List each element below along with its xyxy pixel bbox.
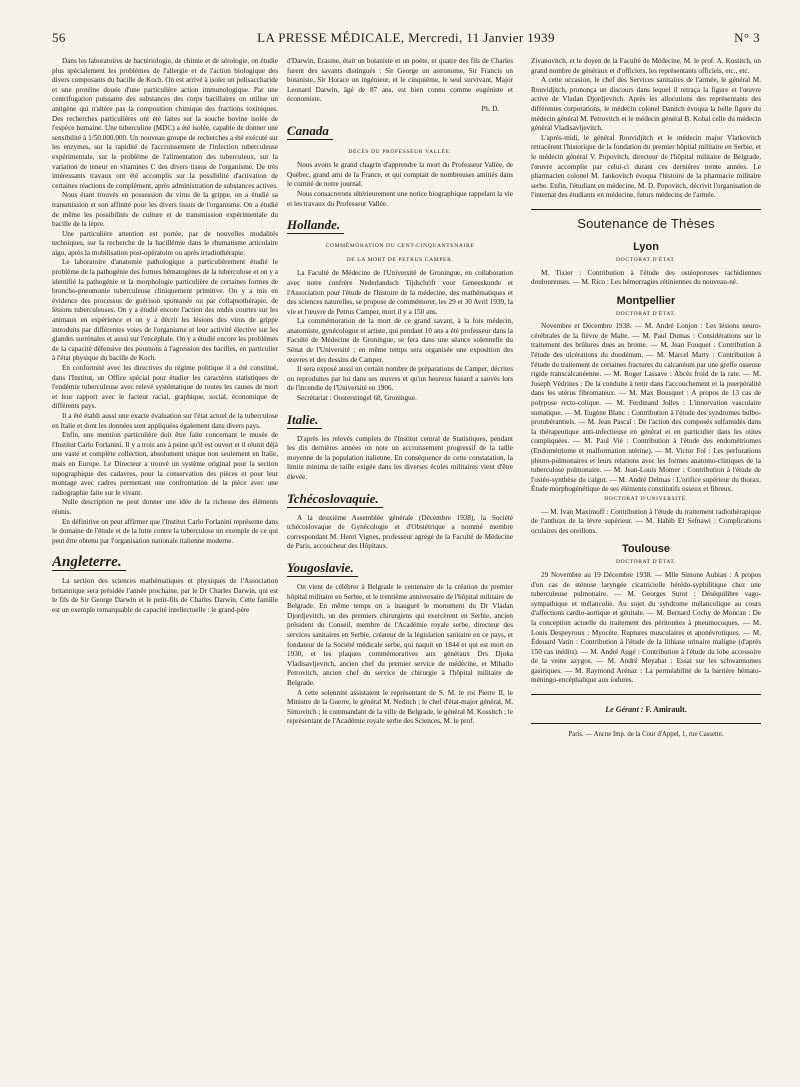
paragraph: M. Tixier : Contribution à l'étude des ostéoporoses rachidiennes douloureuses. — M. Rico : Les hémorragies rétiniennes du nouveau-né. — [531, 268, 761, 287]
city-heading-montpellier: Montpellier — [616, 294, 676, 307]
paragraph: A cette solennité assistaient le représentant de S. M. le roi Pierre II, le Ministre de la Guerre, le général M. Neditch ; le chef d'état-major général, M. Simovitch ; le commandant de la ville de Belgrade, le général M. Kossitch ; le représentant de l'Académie royale serbe des Sciences, M. le prof. — [287, 688, 513, 726]
paragraph: Novembre et Décembre 1938. — M. André Lonjon : Les lésions neuro-cérébrales de la fièvre de Malte. — M. Paul Dumas : Considérations sur le traitement des brûlures dues au brome. — M. Jean Fouquet : Contribution à l'étude des ulcérations du duodénum. — M. Marcel Marty : Contribution à l'étude du traitement de certaines fractures du calcanéum par une greffe osseuse rigide transcalcanéenne. — M. Roger Lassave : Abcès froid de la rate. — M. Joseph Védrines : De la conduite à tenir dans l'accouchement et la puerpéralité dans les utérus fibromateux. — M. Max Bousquet : A propos de 13 cas de polypose recto-colique. — M. Ferdinand Jolles : L'innervation vasculaire somatique. — M. Eugène Blanc : Contribution à l'étude des syndromes bulbo-protubérantiels. — M. Jean Pascal : De l'action des composés sulfamidés dans la thérapeutique anti-infectieuse en général et en particulier dans les otites compliquées. — M. Paul Vié : Contribution à l'étude des endométriomes (Endométriome et malformation utérine). — M. Victor Fol : Les perforations pleuro-pulmonaires et leurs relations avec les formes anatomo-cliniques de la tuberculose pulmonaire. — M. Jean-Louis Momer : Contribution à l'étude de l'ostéo-synthèse du calgut. — M. André Delmas : L'orifice supérieur du thorax. Étude morphogénétique de ses éléments constitutifs osseux et fibreux. — [531, 322, 761, 494]
paragraph: En définitive on peut affirmer que l'Institut Carlo Forlanini représente dans le domaine de l'étude et de la lutte contre la tuberculose un exemple de ce qui peut être obtenu par l'organisation nationale italienne moderne. — [52, 517, 278, 545]
signature: Ph. D. — [481, 104, 499, 113]
paragraph: Nous avons le grand chagrin d'apprendre la mort du Professeur Vallée, de Québec, grand ami de la France, et qui comptait de nombreuses amitiés dans le comité de notre journal. — [287, 161, 513, 189]
paragraph: A cette occasion, le chef des Services sanitaires de l'armée, le général M. Rouvidjitch, prononça un discours dans lequel il retraça la figure et l'œuvre active de Vladan Djordjevitch. Après les allocutions des représentants des différentes corporations, le médecin colonel Danitch évoqua la belle figure du médecin général M. Petrovitch et le médecin général B. Kobal celle du médecin général Vladisavljevitch. — [531, 76, 761, 133]
city-heading-lyon: Lyon — [633, 240, 659, 253]
paragraph: En conformité avec les directives du régime politique il a été constitué, dans l'Institut, un Office spécial pour étudier les caractères statistiques de l'endémie tuberculeuse avec relevé systématique de toutes les causes de mort et leur rapport avec le facteur racial, graphique, social, économique de différents pays. — [52, 364, 278, 411]
section-heading-canada: Canada — [287, 123, 333, 140]
column-1 — [52, 57, 278, 1087]
paragraph: d'Darwin, Erasme, était un botaniste et un poète, et quatre des fils de Charles furent des savants distingués : Sir George un astronome, Sir Francis un botaniste, Sir Horace un ingénieur, et le cinquième, le seul survivant, Major Leonard Darwin, âgé de 87 ans, est bien connu comme eugéniste et économiste. — [287, 57, 513, 104]
paragraph: Secrétariat : Oosterstingel 68, Groningue. — [297, 394, 417, 403]
page-header — [52, 30, 760, 48]
paragraph: Dans les laboratoires de bactériologie, de chimie et de sérologie, on étudie plus spécialement les problèmes de l'allergie et de l'action biologique des divers composants du bacille de Koch. On est arrivé à isoler un polisaccharide et une protéine douée d'une particulière action immunologique. Par une centrifugation puissante des substances des corps bacillaires on utilise un antigène qui n'altère pas la composition chimique des fractions toxiniques. Des recherches particulières ont été faites sur la souche bovine isolée de l'espèce humaine. Une tuberculine (MDC) a été isolée, capable de donner une sensibilité à 1/50.000.000. Un nouveau groupe de recherches a été exécuté sur les enzymes, sur la rapidité de l'accroissement de l'infection tuberculeuse expérimentale, sur le problème de l'alimentation des tuberculeux, sur la variation de teneur en vitamines C des divers tissus de l'organisme. De très intéressants travaux ont été accomplis sur la possibilité d'activation de certaines réactions de complément, après administration de substances actives. — [52, 57, 278, 190]
page-number: 56 — [52, 30, 66, 45]
degree-label: DOCTORAT D'ÉTAT. — [616, 256, 676, 263]
paragraph: Il sera exposé aussi un certain nombre de préparations de Camper, décrites ou reproduites par lui dans ses œuvres et qu'un heureux hasard a sauvés lors de l'incendie de l'Université en 1906. — [287, 365, 513, 393]
subheading: COMMÉMORATION DU CENT-CINQUANTENAIRE — [325, 243, 475, 250]
degree-label: DOCTORAT D'ÉTAT. — [616, 310, 676, 317]
paragraph: La Faculté de Médecine de l'Université de Groningue, en collaboration avec notre confrère Nederlandsch Tijdschrift voor Geneeskunde et l'Association pour l'étude de l'histoire de la médecine, des mathématiques et des sciences naturelles, se propose de commémorer, les 29 et 30 Avril 1939, la vie et l'œuvre de Petrus Camper, mort il y a 150 ans. — [287, 269, 513, 316]
divider — [531, 694, 761, 695]
paragraph: L'après-midi, le général Rouvidjitch et le médecin major Vlatkovitch retracèrent l'historique de la fondation du premier hôpital militaire en Serbie, et le médecin général V. Popovitch, directeur de l'hôpital militaire de Belgrade, l'œuvre accomplie par celui-ci durant ces dernières trente années. Le pharmacien colonel M. Jankovitch évoqua l'histoire de la pharmacie militaire serbe. Enfin, l'étudiant en médecine, M. D. Popovitch, décrivit l'organisation de l'internat des étudiants en médecine, futurs médecins de l'armée. — [531, 133, 761, 200]
paragraph: Nulle description ne peut donner une idée de la richesse des éléments réunis. — [52, 498, 278, 516]
paragraph: La section des sciences mathématiques et physiques de l'Association britannique sera présidée l'année prochaine, par le Dr Charles Darwin, qui est le fils de Sir George Darwin et le petit-fils de Charles Darwin. Cette famille est un exemple remarquable de capacité intellectuelle : le grand-père — [52, 577, 278, 615]
paragraph: Nous consacrerons ultérieurement une notice biographique rappelant la vie et les travaux du Professeur Vallée. — [287, 189, 513, 208]
paragraph: Enfin, une mention particulière doit être faite concernant le musée de l'Institut Carlo Forlanini. Il y a trois ans à peine qu'il est ouvert et il réunit déjà une vaste et complète collection, absolument unique non seulement en Italie, mais en Europe. Le Directeur a trouvé un système original pour la section topographique des cadavres, pour la conservation des pièces et pour leur montage avec cadres permettant une confrontation de la pièce avec une radiographie faite sur le vivant. — [52, 431, 278, 497]
section-heading-angleterre: Angleterre. — [52, 554, 126, 571]
imprint-line: Paris. — Ancne Imp. de la Cour d'Appel, 1, rue Cassette. — [568, 730, 724, 738]
column-3 — [531, 57, 761, 1087]
paragraph: Il a été établi aussi une exacte évaluation sur l'état actuel de la tuberculose en Italie et dont les données sont appliquées également dans divers pays. — [52, 411, 278, 430]
paragraph: La commémoration de la mort de ce grand savant, à la fois médecin, anatomiste, gynécologue et artiste, qui pendant 10 ans a été professeur dans la Faculté de Médecine de Groningue, se fera dans une séance solennelle du Sénat de l'Université ; en même temps sera organisée une exposition des œuvres et des dessins de Camper. — [287, 317, 513, 364]
section-heading-yougoslavie: Yougoslavie. — [287, 560, 358, 577]
paragraph: Le laboratoire d'anatomie pathologique a particulièrement étudié le problème de la pathogénie des formes hématogènes de la tuberculose et on y a identifié la pathogénie et la morphologie particulière de certaines formes de broncho-pneumonie tuberculeuse cliniquement primitive. On y a mis en évidence des processus de guérison spontanée ou par collapsothérapie, de lésions tuberculeuses. On y a étudié encore l'action des ondes courtes sur les animaux en expérience et on y a décrit les lésions des virus de grippe introduits par différentes voies de l'organisme et leur activité élective sur les glandes surrénales et aussi sur l'encéphale. On y a étudié encore les problèmes de la capacité défensive des poumons à l'agression des bacilles, en particulier à l'état physique du bacille de Koch. — [52, 258, 278, 363]
paragraph: Une particulière attention est portée, par de nouvelles modalités techniques, sur la recherche de la bacillémie dans le rhumatisme articulaire aigu, après la mobilisation post-opératoire ou après irradiothérapie. — [52, 229, 278, 257]
section-heading-tchecoslovaquie: Tchécoslovaquie. — [287, 491, 383, 508]
paragraph: D'après les relevés complets de l'Institut central de Statistiques, pendant les dix dernières années on note un accroissement progressif de la taille moyenne de la population italienne. En conséquence de cette constatation, la limite minima de taille exigée dans les diverses écoles militaires vient d'être élevée. — [287, 434, 513, 481]
column-2 — [287, 57, 513, 1087]
section-heading-hollande: Hollande. — [287, 217, 344, 234]
section-heading-italie: Italie. — [287, 412, 322, 429]
paragraph: A la deuxième Assemblée générale (Décembre 1938), la Société tchécoslovaque de Gynécologie et d'Obstétrique a nommé membre correspondant M. Henri Vignes, professeur agrégé de la Faculté de Médecine de Paris, accoucheur des Hôpitaux. — [287, 513, 513, 551]
gerant-line — [531, 705, 761, 715]
theses-heading: Soutenance de Thèses — [577, 215, 715, 231]
gerant-label: Le Gérant : — [605, 705, 644, 715]
paragraph: 29 Novembre au 19 Décembre 1938. — Mlle Simone Aubian : A propos d'un cas de sténose laryngée cicatricielle hérédo-syphilitique chez une tuberculeuse pulmonaire. — M. Georges Surot : Déséquilibre vago-sympathique et mélancolie. Au sujet du syndrome mélancolique au cours d'affections cardio-aortique et génitale. — M. Bernard Cochy de Moncan : De la conception actuelle du traitement des péritonites à pneumocoques. — M. Louis Despeyroux : Myocète. Ruptures musculaires et aponévrotiques. — M. Édouard Varin : Contribution à l'étude de la lithiase urinaire maligne (d'après 150 cas inédits). — M. André Augé : Contribution à l'étude du lobe accessoire de la veine azygos. — M. André Meyabat : Essai sur les schwannomes gastriques. — M. Raymond Arénaz : La perméabilité de la barrière hémato-méningo-encéphalique aux iodures. — [531, 570, 761, 685]
degree-label: DOCTORAT D'ÉTAT. — [616, 559, 676, 566]
subheading: DE LA MORT DE PETRUS CAMPER. — [346, 256, 454, 263]
paragraph: — M. Ivan Maximoff : Contribution à l'étude du traitement radiothérapique de l'anthrax de la lèvre supérieur. — M. Habib El Sefnawi : Complications oculaires des oreillons. — [531, 507, 761, 535]
issue-number: N° 3 — [734, 30, 760, 45]
divider — [531, 723, 761, 724]
paragraph: Zivanovitch, et le doyen de la Faculté de Médecine, M. le prof. A. Kostitch, un grand nombre de généraux et d'officiers, les représentants officiels, etc., etc. — [531, 57, 761, 75]
subheading: DÉCÈS DU PROFESSEUR VALLÉE. — [348, 148, 452, 155]
divider — [531, 209, 761, 210]
masthead-title: LA PRESSE MÉDICALE, Mercredi, 11 Janvier 1939 — [257, 30, 555, 45]
degree-label: DOCTORAT D'UNIVERSITÉ. — [604, 495, 688, 502]
city-heading-toulouse: Toulouse — [621, 543, 671, 556]
gerant-name: F. Amirault. — [645, 705, 687, 715]
paragraph: On vient de célébrer à Belgrade le centenaire de la création du premier hôpital militaire en Serbie, et le trentième anniversaire de l'hôpital militaire de Belgrade. En même temps on a inauguré le monument du Dr Vladan Djordjevitch, un des premiers chirurgiens qui exercèrent en Serbie, ancien président du Conseil, membre de l'Académie royale serbe, directeur des services sanitaires en Serbie, créateur de la législation sanitaire en ce pays, et fondateur de la Société médicale serbe, qui naquit en 1844 et qui est mort en 1930, et les plaques commémoratives aux généraux Drs Djoka Vladisavljevitch, ancien chef du premier service de médecine, et Mihailo Petrovitch, ancien chef du service de chirurgie à l'hôpital militaire de Belgrade. — [287, 582, 513, 687]
paragraph: Nous étant trouvés en possession du virus de la grippe, on a étudié sa transmission et son affinité pour les divers tissus de l'organisme. On a étudié de même les possibilités de culture et de transmission expérimentale du bacille de la lèpre. — [52, 191, 278, 229]
